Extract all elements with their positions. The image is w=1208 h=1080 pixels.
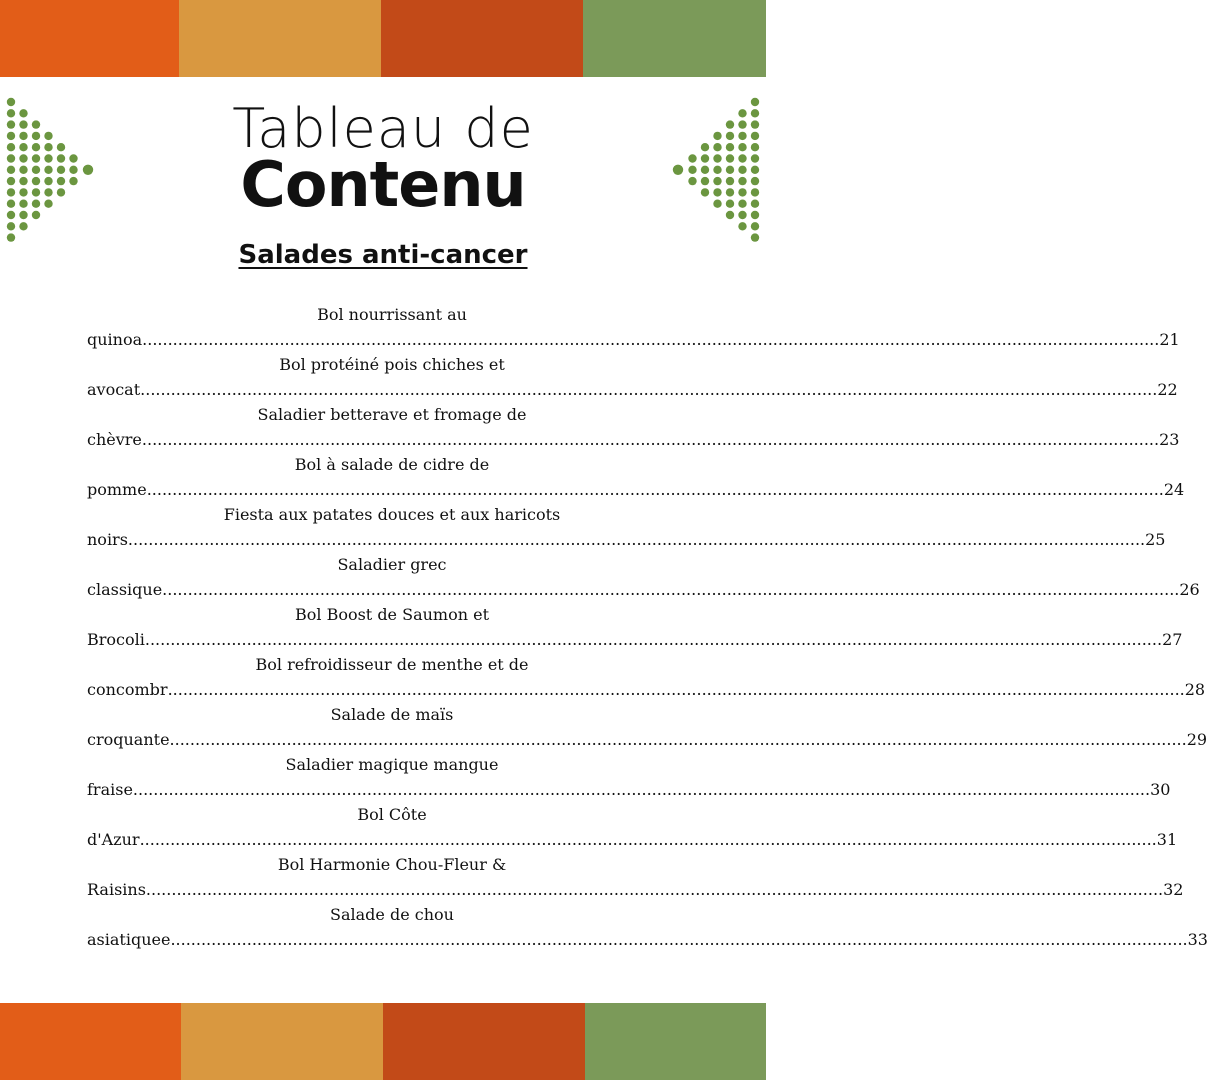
toc-entry[interactable] (87, 903, 1208, 953)
toc-entry-title: Bol refroidisseur de menthe et de (255, 655, 529, 674)
toc-entry-title-end: croquante (87, 730, 170, 749)
toc-entry-title-end: pomme (87, 480, 147, 499)
toc-entry-title-end: classique (87, 580, 163, 599)
toc-entry[interactable] (87, 603, 1183, 653)
decorative-dot (751, 222, 759, 230)
toc-entry[interactable] (87, 653, 1206, 703)
toc-entry[interactable] (87, 453, 1185, 503)
toc-entry[interactable] (87, 753, 1171, 803)
toc-entry[interactable] (87, 303, 1180, 353)
section-subtitle: Salades anti-cancer (238, 240, 528, 270)
toc-entry-line (87, 628, 1183, 652)
toc-entry[interactable] (87, 403, 1180, 453)
decorative-dot (738, 222, 746, 230)
toc-leader-dots: ........................................................................................................................................................................................................ (145, 880, 1164, 899)
toc-entry-title: Bol Boost de Saumon et (294, 605, 490, 624)
toc-entry-title: Saladier betterave et fromage de (257, 405, 527, 424)
toc-leader-dots: ........................................................................................................................................................................................................ (162, 580, 1180, 599)
toc-entry-title: Bol protéiné pois chiches et (279, 355, 505, 374)
toc-entry[interactable] (87, 553, 1200, 603)
band-segment-green (583, 0, 766, 77)
toc-entry-title-end: concombr (87, 680, 168, 699)
toc-page-number: 22 (1157, 380, 1178, 399)
toc-entry-line (87, 828, 1178, 852)
toc-entry-line (87, 528, 1166, 552)
toc-entry-title: Fiesta aux patates douces et aux haricots (223, 505, 561, 524)
band-segment-gold (181, 1003, 383, 1080)
toc-entry-title: Bol Harmonie Chou-Fleur & (277, 855, 507, 874)
toc-entry-title-end: asiatiquee (87, 930, 171, 949)
toc-leader-dots: ........................................................................................................................................................................................................ (132, 780, 1151, 799)
page-title-line1: Tableau de (232, 97, 534, 160)
band-segment-orange (0, 0, 179, 77)
toc-page-number: 30 (1150, 780, 1171, 799)
top-color-band (0, 0, 766, 77)
table-of-contents (87, 303, 1208, 953)
toc-entry-title: Bol à salade de cidre de (294, 455, 490, 474)
toc-entry-line (87, 478, 1185, 502)
toc-entry[interactable] (87, 353, 1178, 403)
page-title-line2: Contenu (240, 148, 526, 221)
toc-leader-dots: ........................................................................................................................................................................................................ (141, 430, 1160, 449)
toc-leader-dots: ........................................................................................................................................................................................................ (142, 330, 1160, 349)
toc-page-number: 21 (1159, 330, 1180, 349)
toc-entry-line (87, 778, 1171, 802)
toc-entry-title: Saladier magique mangue (285, 755, 499, 774)
toc-entry-line (87, 928, 1208, 952)
toc-entry-title: Salade de chou (330, 905, 454, 924)
toc-page-number: 28 (1184, 680, 1206, 699)
toc-entry-line (87, 578, 1200, 602)
toc-entry-title-end: quinoa (87, 330, 143, 349)
decorative-dot (7, 222, 15, 230)
toc-leader-dots: ........................................................................................................................................................................................................ (146, 480, 1164, 499)
toc-entry-title-end: noirs (87, 530, 128, 549)
band-segment-orange (0, 1003, 181, 1080)
toc-entry-title-end: avocat (87, 380, 141, 399)
toc-entry[interactable] (87, 503, 1166, 553)
band-segment-green (585, 1003, 766, 1080)
toc-page-number: 25 (1145, 530, 1166, 549)
toc-entry-title-end: fraise (87, 780, 133, 799)
toc-leader-dots: ........................................................................................................................................................................................................ (140, 380, 1158, 399)
toc-leader-dots: ........................................................................................................................................................................................................ (139, 830, 1157, 849)
toc-entry-title: Bol nourrissant au (317, 305, 467, 324)
toc-entry-title: Salade de maïs (330, 705, 454, 724)
toc-entry[interactable] (87, 853, 1184, 903)
toc-entry[interactable] (87, 703, 1208, 753)
toc-leader-dots: ........................................................................................................................................................................................................ (169, 730, 1187, 749)
toc-leader-dots: ........................................................................................................................................................................................................ (127, 530, 1146, 549)
toc-page-number: 26 (1179, 580, 1200, 599)
toc-page-number: 27 (1162, 630, 1183, 649)
toc-leader-dots: ........................................................................................................................................................................................................ (167, 680, 1185, 699)
toc-page-number: 31 (1156, 830, 1178, 849)
toc-entry-line (87, 878, 1184, 902)
toc-page-number: 29 (1186, 730, 1208, 749)
toc-entry-title-end: chèvre (87, 430, 142, 449)
toc-page-number: 33 (1187, 930, 1208, 949)
toc-entry-title: Bol Côte (357, 805, 427, 824)
bottom-color-band (0, 1003, 766, 1080)
toc-entry-line (87, 678, 1206, 702)
band-segment-rust (383, 1003, 585, 1080)
band-segment-rust (381, 0, 583, 77)
toc-entry-line (87, 328, 1180, 352)
toc-leader-dots: ........................................................................................................................................................................................................ (170, 930, 1188, 949)
toc-page-number: 23 (1159, 430, 1180, 449)
toc-page-number: 32 (1163, 880, 1184, 899)
toc-leader-dots: ........................................................................................................................................................................................................ (144, 630, 1163, 649)
toc-entry-line (87, 378, 1178, 402)
toc-entry-line (87, 728, 1208, 752)
toc-page-number: 24 (1163, 480, 1185, 499)
toc-entry-title-end: d'Azur (87, 830, 140, 849)
toc-entry-title-end: Brocoli (87, 630, 145, 649)
toc-entry[interactable] (87, 803, 1178, 853)
decorative-dot (19, 222, 27, 230)
toc-entry-line (87, 428, 1180, 452)
toc-entry-title-end: Raisins (87, 880, 146, 899)
toc-entry-title: Saladier grec (337, 555, 447, 574)
band-segment-gold (179, 0, 381, 77)
